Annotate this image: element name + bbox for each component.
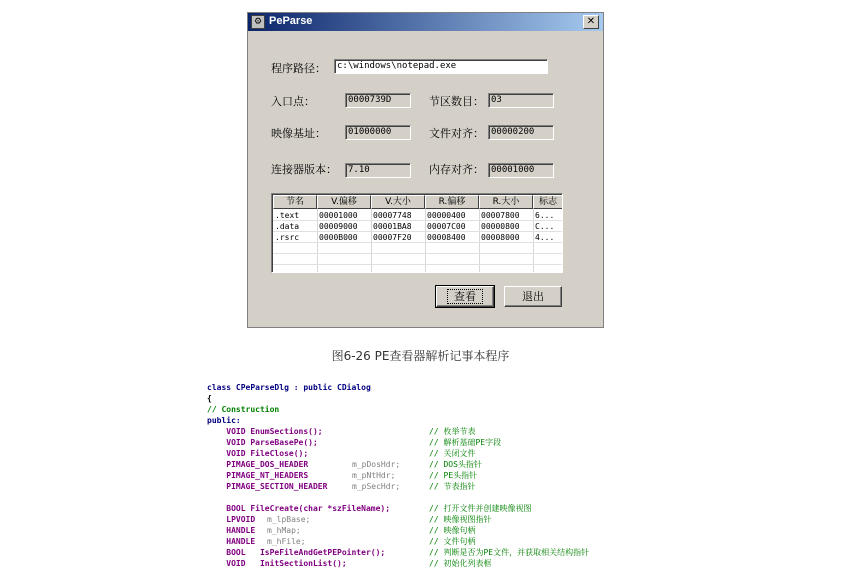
cell-roffset: 00000400 <box>427 211 466 220</box>
entry-field: 0000739D <box>345 93 411 108</box>
code-variable: m_lpBase; <box>267 515 311 524</box>
column-header-rsize[interactable]: R.大小 <box>479 195 533 209</box>
filealign-field: 00000200 <box>488 125 554 140</box>
view-button[interactable] <box>436 286 494 307</box>
cell-rsize: 00007800 <box>481 211 520 220</box>
filealign-label: 文件对齐： <box>429 127 484 140</box>
view-button-label: 查看 <box>447 289 483 304</box>
code-variable: m_pDosHdr; <box>352 460 401 469</box>
cell-name: .data <box>275 222 300 231</box>
window-title: PeParse <box>269 15 313 27</box>
cell-name: .rsrc <box>275 233 300 242</box>
code-comment: // 文件句柄 <box>429 537 476 546</box>
code-comment: // 映像句柄 <box>429 526 476 535</box>
cell-roffset: 00008400 <box>427 233 466 242</box>
code-line: LPVOID <box>207 515 256 524</box>
path-input[interactable]: c:\windows\notepad.exe <box>334 59 548 74</box>
code-line: HANDLE <box>207 526 256 535</box>
code-line: class CPeParseDlg : public CDialog <box>207 383 371 392</box>
code-line: BOOL IsPeFileAndGetPEPointer(); <box>207 548 386 557</box>
cell-rsize: 00000800 <box>481 222 520 231</box>
code-comment: // 判断是否为PE文件，并获取相关结构指针 <box>429 548 590 557</box>
code-comment: // 映像视图指针 <box>429 515 492 524</box>
cell-voffset: 00001000 <box>319 211 358 220</box>
cell-roffset: 00007C00 <box>427 222 466 231</box>
code-line: HANDLE <box>207 537 256 546</box>
code-line: PIMAGE_NT_HEADERS <box>207 471 309 480</box>
column-header-voffset[interactable]: V.偏移 <box>317 195 371 209</box>
code-comment: // Construction <box>207 405 280 414</box>
code-variable: m_hFile; <box>267 537 306 546</box>
cell-flags: 6... <box>535 211 555 220</box>
path-label: 程序路径： <box>271 62 326 75</box>
code-variable: m_pNtHdr; <box>352 471 396 480</box>
peparse-dialog <box>247 12 604 328</box>
code-variable: m_pSecHdr; <box>352 482 401 491</box>
column-header-flags[interactable]: 标志 <box>533 195 563 209</box>
column-header-name[interactable]: 节名 <box>273 195 317 209</box>
cell-voffset: 0000B000 <box>319 233 358 242</box>
imagebase-label: 映像基址： <box>271 127 326 140</box>
app-icon: ⚙ <box>251 15 265 29</box>
cell-vsize: 00007748 <box>373 211 412 220</box>
code-comment: // DOS头指针 <box>429 460 482 469</box>
close-button[interactable]: ✕ <box>583 15 599 29</box>
memalign-field: 00001000 <box>488 163 554 178</box>
code-comment: // 打开文件并创建映像视图 <box>429 504 532 513</box>
sections-label: 节区数目： <box>429 95 484 108</box>
cell-name: .text <box>275 211 300 220</box>
code-comment: // 初始化列表框 <box>429 559 492 568</box>
exit-button[interactable]: 退出 <box>504 286 562 307</box>
code-listing <box>207 382 647 578</box>
sections-field: 03 <box>488 93 554 108</box>
memalign-label: 内存对齐： <box>429 163 484 176</box>
column-header-vsize[interactable]: V.大小 <box>371 195 425 209</box>
code-line: public: <box>207 416 241 425</box>
code-comment: // 枚举节表 <box>429 427 476 436</box>
cell-vsize: 00007F20 <box>373 233 412 242</box>
title-bar[interactable] <box>248 13 603 31</box>
cell-rsize: 00008000 <box>481 233 520 242</box>
code-line: VOID ParseBasePe(); <box>207 438 318 447</box>
cell-flags: C... <box>535 222 555 231</box>
code-line: VOID InitSectionList(); <box>207 559 347 568</box>
code-comment: // 节表指针 <box>429 482 476 491</box>
linker-field: 7.10 <box>345 163 411 178</box>
code-line: VOID FileClose(); <box>207 449 309 458</box>
linker-label: 连接器版本： <box>271 163 337 176</box>
code-comment: // PE头指针 <box>429 471 478 480</box>
code-line: PIMAGE_DOS_HEADER <box>207 460 309 469</box>
cell-vsize: 00001BA8 <box>373 222 412 231</box>
cell-flags: 4... <box>535 233 555 242</box>
code-variable: m_hMap; <box>267 526 301 535</box>
column-header-roffset[interactable]: R.偏移 <box>425 195 479 209</box>
figure-caption: 图6-26 PE查看器解析记事本程序 <box>331 349 510 363</box>
code-line: VOID EnumSections(); <box>207 427 323 436</box>
code-line: PIMAGE_SECTION_HEADER <box>207 482 328 491</box>
imagebase-field: 01000000 <box>345 125 411 140</box>
code-comment: // 关闭文件 <box>429 449 476 458</box>
entry-label: 入口点： <box>271 95 315 108</box>
code-line: BOOL FileCreate(char *szFileName); <box>207 504 391 513</box>
code-comment: // 解析基础PE字段 <box>429 438 502 447</box>
cell-voffset: 00009000 <box>319 222 358 231</box>
code-line: { <box>207 394 212 403</box>
section-list[interactable] <box>271 193 563 273</box>
